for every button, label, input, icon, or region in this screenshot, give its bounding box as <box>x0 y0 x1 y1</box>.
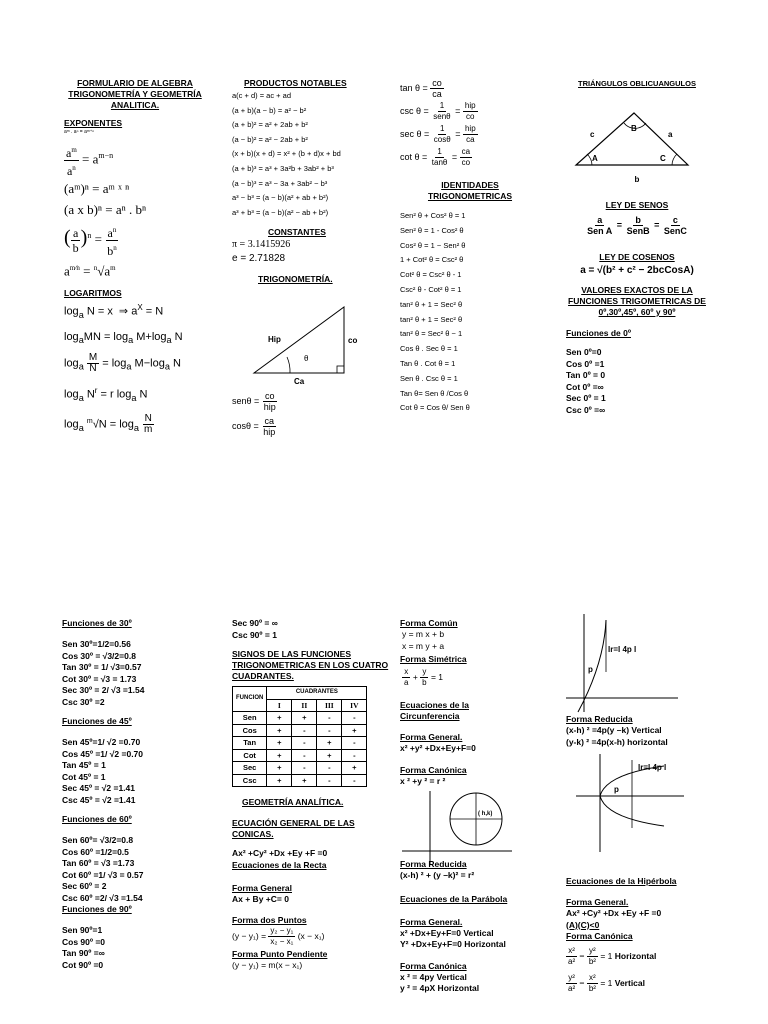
forma-simetrica-heading: Forma Simétrica <box>400 654 467 664</box>
parab-general-vertical: x² +Dx+Ey+F=0 Vertical <box>400 927 494 938</box>
valor-60: Tan 60º = √3 =1.73 <box>62 858 135 868</box>
circ-forma-reducida: (x-h) ² + (y –k)² = r² <box>400 870 475 880</box>
identidad-trigonometrica: Tan θ . Cot θ = 1 <box>400 358 456 368</box>
vertex-B-label: B <box>631 124 637 133</box>
logaritmos-heading: LOGARITMOS <box>64 288 122 299</box>
circ-forma-canonica-heading: Forma Canónica <box>400 764 467 775</box>
producto-notable: (a + b)² = a² + 2ab + b² <box>232 120 308 130</box>
side-b-label: b <box>634 175 640 184</box>
col-identidades <box>400 78 540 416</box>
log-quotient-rule: $\log_a$ $\frac{M}{N}$ = $\log_a M-\log_a$ N <box>64 352 181 375</box>
valor-30: Sec 30º = 2/ √3 =1.54 <box>62 685 145 695</box>
identidades-heading: IDENTIDADES TRIGONOMETRICAS <box>427 180 513 201</box>
circ-forma-reducida-heading: Forma Reducida <box>400 859 467 869</box>
parabola-heading: Ecuaciones de la Parábola <box>400 893 508 904</box>
hip-canonica-horizontal: $\frac{\text{x²}}{\text{a²}}$ − $\frac{\text{y²}}{\text{b²}}$ = 1 Horizontal <box>568 946 657 966</box>
sign-cell: - <box>292 737 317 750</box>
forma-dos-puntos: (y − y₁) = $\frac{\text{y₂ − y₁}}{\text{x₂ − x₁}}$ (x − x₁) <box>232 926 325 946</box>
signs-table <box>232 686 367 787</box>
sign-cell: - <box>342 749 367 762</box>
sign-cell: - <box>292 762 317 775</box>
valor-90: Cot 90º =0 <box>62 959 104 970</box>
sign-cell: + <box>267 737 292 750</box>
col-productos <box>232 78 392 437</box>
valor-60: Sen 60º= √3/2=0.8 <box>62 835 134 845</box>
valor-45: Sen 45º=1/ √2 =0.70 <box>62 737 141 747</box>
quadrant-III: III <box>317 699 342 712</box>
ca-label: Ca <box>294 377 305 386</box>
col-signos <box>232 618 392 972</box>
function-name: Csc <box>233 774 267 787</box>
parab-forma-general-heading: Forma General. <box>400 916 463 927</box>
sign-cell: + <box>317 737 342 750</box>
col-valores <box>62 618 212 971</box>
col-parabola-hiperbola <box>566 612 726 994</box>
ecuacion-general-conicas: Ax² +Cy² +Dx +Ey +F =0 <box>232 848 328 858</box>
exponent-product-rule: aᵐ . aⁿ = aᵐ⁺ⁿ <box>64 129 95 135</box>
forma-dos-puntos-heading: Forma dos Puntos <box>232 915 307 925</box>
forma-simetrica: $\frac{x}{a}$ + $\frac{y}{b}$ = 1 <box>404 667 444 687</box>
valor-0: Cot 0º =∞ <box>566 381 604 392</box>
sign-cell: + <box>267 724 292 737</box>
triangulos-heading: TRIÁNGULOS OBLICUANGULOS <box>578 79 696 88</box>
sign-cell: + <box>267 749 292 762</box>
table-row <box>233 749 367 762</box>
funciones-90-list <box>62 925 212 971</box>
ley-cosenos-heading: LEY DE COSENOS <box>599 252 675 262</box>
quadrant-I: I <box>267 699 292 712</box>
circunferencia-heading: Ecuaciones de la Circunferencia <box>400 700 469 721</box>
valor-30: Sen 30º=1/2=0.56 <box>62 639 131 649</box>
sign-cell: + <box>267 712 292 725</box>
identidad-trigonometrica: Sen² θ + Cos² θ = 1 <box>400 211 466 220</box>
circ-forma-general-heading: Forma General. <box>400 732 463 742</box>
hip-canonica-vertical: $\frac{\text{y²}}{\text{a²}}$ − $\frac{\text{x²}}{\text{b²}}$ = 1 Vertical <box>568 973 645 993</box>
sign-cell: + <box>292 774 317 787</box>
funciones-45-heading: Funciones de 45º <box>62 716 132 726</box>
trigonometria-heading: TRIGONOMETRÍA. <box>258 274 333 285</box>
hiperbola-heading: Ecuaciones de la Hipérbola <box>566 876 677 886</box>
valor-60: Cot 60º =1/ √3 = 0.57 <box>62 869 144 880</box>
sine-definition: senθ = $\frac{co}{\text{hip}}$ <box>232 391 276 413</box>
table-row <box>233 762 367 775</box>
productos-list <box>232 89 392 220</box>
recta-forma-general-heading: Forma General <box>232 882 292 893</box>
col-algebra <box>60 78 210 437</box>
parab-general-horizontal: Y² +Dx+Ey+F=0 Horizontal <box>400 939 506 949</box>
log-power-rule: $\log_a N^r = r$ $\log_a N$ <box>64 385 148 403</box>
table-row <box>233 724 367 737</box>
identidad-trigonometrica: Cot² θ = Csc² θ - 1 <box>400 270 462 280</box>
sign-cell: + <box>292 712 317 725</box>
table-header-quadrants: CUADRANTES <box>267 687 367 700</box>
producto-notable: a(c + d) = ac + ad <box>232 91 291 100</box>
funciones-30-list <box>62 639 212 708</box>
pi-constant: π = 3.1415926 <box>232 239 291 251</box>
col-recta-circunferencia <box>400 618 550 995</box>
valor-0: Tan 0º = 0 <box>566 370 606 380</box>
ley-cosenos-formula: a = √(b² + c² − 2bcCosA) <box>580 265 694 276</box>
producto-notable: (a + b)(a − b) = a² − b² <box>232 105 307 115</box>
hip-label: Hip <box>268 335 281 345</box>
forma-comun-heading: Forma Común <box>400 618 458 628</box>
valor-30: Csc 30º =2 <box>62 696 105 707</box>
sign-cell: - <box>292 724 317 737</box>
producto-notable: (x + b)(x + d) = x² + (b + d)x + bd <box>232 149 341 159</box>
producto-notable: (a − b)² = a² − 2ab + b² <box>232 134 308 144</box>
identidad-trigonometrica: Sen² θ = 1 - Cos² θ <box>400 225 464 235</box>
quadrant-IV: IV <box>342 699 367 712</box>
function-name: Cos <box>233 724 267 737</box>
valor-60: Cos 60º =1/2=0.5 <box>62 846 129 857</box>
exponent-power-rule: (aᵐ)ⁿ = aᵐ ˣ ⁿ <box>64 181 130 196</box>
valor-45: Csc 45º = √2 =1.41 <box>62 794 136 805</box>
vertex-C-label: C <box>660 154 666 163</box>
valor-0: Cos 0º =1 <box>566 358 605 369</box>
exponent-quotient-rule: $\frac{a^m}{a^n}$ = $a^{m-n}$ <box>64 143 210 178</box>
table-row <box>233 737 367 750</box>
funciones-30-heading: Funciones de 30º <box>62 618 132 628</box>
table-row <box>233 712 367 725</box>
valores-exactos-heading: VALORES EXACTOS DE LA FUNCIONES TRIGOMETRICAS DE 0º,30º,45º, 60º y 90º <box>568 285 706 317</box>
parabola-horizontal-diagram <box>566 752 716 854</box>
valor-45: Tan 45º = 1 <box>62 760 106 770</box>
parabola-vertical-diagram <box>566 612 716 714</box>
circle-center-label: ( h,k) <box>478 811 493 817</box>
sec-90: Sec 90º = ∞ <box>232 618 278 628</box>
lr-label-2: lr=l 4p l <box>638 763 667 772</box>
parab-forma-canonica-heading: Forma Canónica <box>400 960 467 971</box>
valor-45: Cos 45º =1/ √2 =0.70 <box>62 748 144 759</box>
sign-cell: - <box>317 712 342 725</box>
valor-0: Sec 0º = 1 <box>566 393 606 403</box>
function-name: Sen <box>233 712 267 725</box>
forma-comun-1: y = m x + b <box>402 629 445 639</box>
sign-cell: + <box>317 749 342 762</box>
identidad-trigonometrica: Csc² θ - Cot² θ = 1 <box>400 284 462 294</box>
funciones-0-list <box>566 347 712 416</box>
ley-senos-heading: LEY DE SENOS <box>605 200 669 210</box>
parab-reducida-horizontal: (y-k) ² =4p(x-h) horizontal <box>566 736 668 747</box>
parab-forma-reducida-heading: Forma Reducida <box>566 714 633 724</box>
document-title: FORMULARIO DE ALGEBRA TRIGONOMETRÍA Y GEOMETRÍA ANALITICA. <box>68 78 202 110</box>
cosine-definition: cosθ = $\frac{ca}{\text{hip}}$ <box>232 416 276 438</box>
identidades-list <box>400 209 540 416</box>
identidad-trigonometrica: Sen θ . Csc θ = 1 <box>400 373 458 383</box>
identidad-trigonometrica: Cos² θ = 1 − Sen² θ <box>400 240 466 250</box>
col-triangulos <box>562 78 712 416</box>
valor-0: Sen 0º=0 <box>566 347 602 357</box>
circ-forma-general: x² +y² +Dx+Ey+F=0 <box>400 743 476 753</box>
oblique-triangle-diagram <box>562 93 712 173</box>
valor-60: Sec 60º = 2 <box>62 881 107 891</box>
identidad-trigonometrica: tan² θ + 1 = Sec² θ <box>400 314 463 324</box>
identidad-trigonometrica: 1 + Cot² θ = Csc² θ <box>400 255 464 265</box>
log-product-rule: $\log_aMN = \log_a M+\log_a$ N <box>64 331 183 346</box>
identidad-trigonometrica: tan² θ = Sec² θ − 1 <box>400 329 463 339</box>
forma-punto-pendiente-heading: Forma Punto Pendiente <box>232 949 328 959</box>
right-triangle-diagram <box>232 293 372 385</box>
side-c-label: c <box>590 130 595 139</box>
ley-senos-formula: $\frac{a}{\text{Sen A}}$ = $\frac{b}{\text{SenB}}$ = $\frac{c}{\text{SenC}}$ <box>587 215 687 236</box>
forma-punto-pendiente: (y − y₁) = m(x − x₁) <box>232 960 303 970</box>
circ-forma-canonica: x ² +y ² = r ² <box>400 775 446 786</box>
signos-heading: SIGNOS DE LAS FUNCIONES TRIGONOMETRICAS EN LOS CUATRO CUADRANTES. <box>232 649 389 681</box>
sign-cell: - <box>292 749 317 762</box>
sign-cell: - <box>342 712 367 725</box>
identidad-trigonometrica: Tan θ= Sen θ /Cos θ <box>400 388 469 398</box>
valor-90: Tan 90º =∞ <box>62 948 105 958</box>
lr-label-1: lr=l 4p l <box>608 645 637 654</box>
valor-30: Tan 30º = 1/ √3=0.57 <box>62 662 142 672</box>
valor-0: Csc 0º =∞ <box>566 404 606 415</box>
funciones-60-list <box>62 835 212 904</box>
vertex-A-label: A <box>592 154 598 163</box>
p-label-2: p <box>614 785 619 794</box>
valor-45: Sec 45º = √2 =1.41 <box>62 783 135 793</box>
e-constant: e = 2.71828 <box>232 253 286 265</box>
valor-90: Sen 90º=1 <box>62 925 103 935</box>
funciones-45-list <box>62 737 212 806</box>
table-row <box>233 774 367 787</box>
csc-90: Csc 90º = 1 <box>232 629 277 640</box>
valor-30: Cot 30º = √3 = 1.73 <box>62 673 137 684</box>
sign-cell: + <box>267 762 292 775</box>
table-header-function: FUNCION <box>233 687 267 712</box>
producto-notable: a³ + b³ = (a − b)(a² − ab + b²) <box>232 207 329 217</box>
producto-notable: a³ − b³ = (a − b)(a² + ab + b²) <box>232 193 329 203</box>
cotangent-definition: cot θ = $\frac{1}{\tan\theta}$ = $\frac{ca}{co}$ <box>400 147 471 167</box>
cosecant-definition: csc θ = $\frac{1}{\text{senθ}}$ = $\frac{\text{hip}}{co}$ <box>400 101 476 121</box>
tangent-definition: tan θ = $\frac{co}{ca}$ <box>400 78 442 99</box>
sign-cell: - <box>317 774 342 787</box>
producto-notable: (a − b)³ = a³ − 3a + 3ab² − b³ <box>232 178 328 188</box>
hip-forma-general: Ax² +Cy² +Dx +Ey +F =0 <box>566 908 662 918</box>
function-name: Sec <box>233 762 267 775</box>
ecuacion-general-heading: ECUACIÓN GENERAL DE LAS CONICAS. <box>232 818 355 839</box>
productos-heading: PRODUCTOS NOTABLES <box>244 78 347 88</box>
parab-canonica-vertical: x ² = 4py Vertical <box>400 971 467 982</box>
exponentes-heading: EXPONENTES <box>64 118 123 128</box>
valor-30: Cos 30º = √3/2=0.8 <box>62 650 136 661</box>
hip-forma-canonica-heading: Forma Canónica <box>566 931 633 941</box>
parab-canonica-horizontal: y ² = 4pX Horizontal <box>400 983 480 993</box>
identidad-trigonometrica: Cot θ = Cos θ/ Sen θ <box>400 403 470 413</box>
sign-cell: - <box>317 762 342 775</box>
identidad-trigonometrica: tan² θ + 1 = Sec² θ <box>400 299 463 309</box>
function-name: Tan <box>233 737 267 750</box>
sign-cell: + <box>342 724 367 737</box>
recta-forma-general: Ax + By +C= 0 <box>232 893 289 904</box>
log-root-rule: $\log_a ^m√N = \log_a$ $\frac{N}{m}$ <box>64 413 153 436</box>
sign-cell: - <box>342 737 367 750</box>
theta-label: θ <box>304 354 309 364</box>
secant-definition: sec θ = $\frac{1}{\cos\theta}$ = $\frac{\text{hip}}{ca}$ <box>400 124 476 144</box>
parab-reducida-vertical: (x-h) ² =4p(y –k) Vertical <box>566 725 662 735</box>
funciones-60-heading: Funciones de 60º <box>62 814 132 824</box>
recta-heading: Ecuaciones de la Recta <box>232 859 327 870</box>
producto-notable: (a + b)³ = a³ + 3a²b + 3ab² + b³ <box>232 163 334 173</box>
valor-45: Cot 45º = 1 <box>62 771 106 782</box>
constantes-heading: CONSTANTES <box>268 227 326 238</box>
exponent-fractional-rule: $a^{m⁄n} = ^n√a^m$ <box>64 263 116 279</box>
exponent-quotient-power-rule: ( $\frac{a}{b}$ )$^n$ = $\frac{a^n}{b^n}$ <box>64 223 210 258</box>
p-label-1: p <box>588 665 593 674</box>
funciones-90-heading: Funciones de 90º <box>62 904 132 914</box>
co-label: co <box>348 336 358 346</box>
sign-cell: + <box>342 762 367 775</box>
hip-condition: (A)(C)<0 <box>566 919 600 930</box>
identidad-trigonometrica: Cos θ . Sec θ = 1 <box>400 344 458 354</box>
exponent-product-power-rule: (a x b)ⁿ = aⁿ . bⁿ <box>64 202 147 217</box>
valor-90: Cos 90º =0 <box>62 936 106 947</box>
funciones-0-heading: Funciones de 0º <box>566 328 631 338</box>
sign-cell: - <box>342 774 367 787</box>
function-name: Cot <box>233 749 267 762</box>
valor-60: Csc 60º =2/ √3 =1.54 <box>62 892 143 903</box>
quadrant-II: II <box>292 699 317 712</box>
sign-cell: - <box>317 724 342 737</box>
forma-comun-2: x = m y + a <box>402 640 445 651</box>
side-a-label: a <box>668 130 673 139</box>
log-definition: $\log_a N = x$ ⇒ $a^X = N$ <box>64 303 164 321</box>
circle-diagram <box>400 789 550 867</box>
sign-cell: + <box>267 774 292 787</box>
geometria-heading: GEOMETRÍA ANALÍTICA. <box>242 797 344 807</box>
hip-forma-general-heading: Forma General. <box>566 897 629 907</box>
